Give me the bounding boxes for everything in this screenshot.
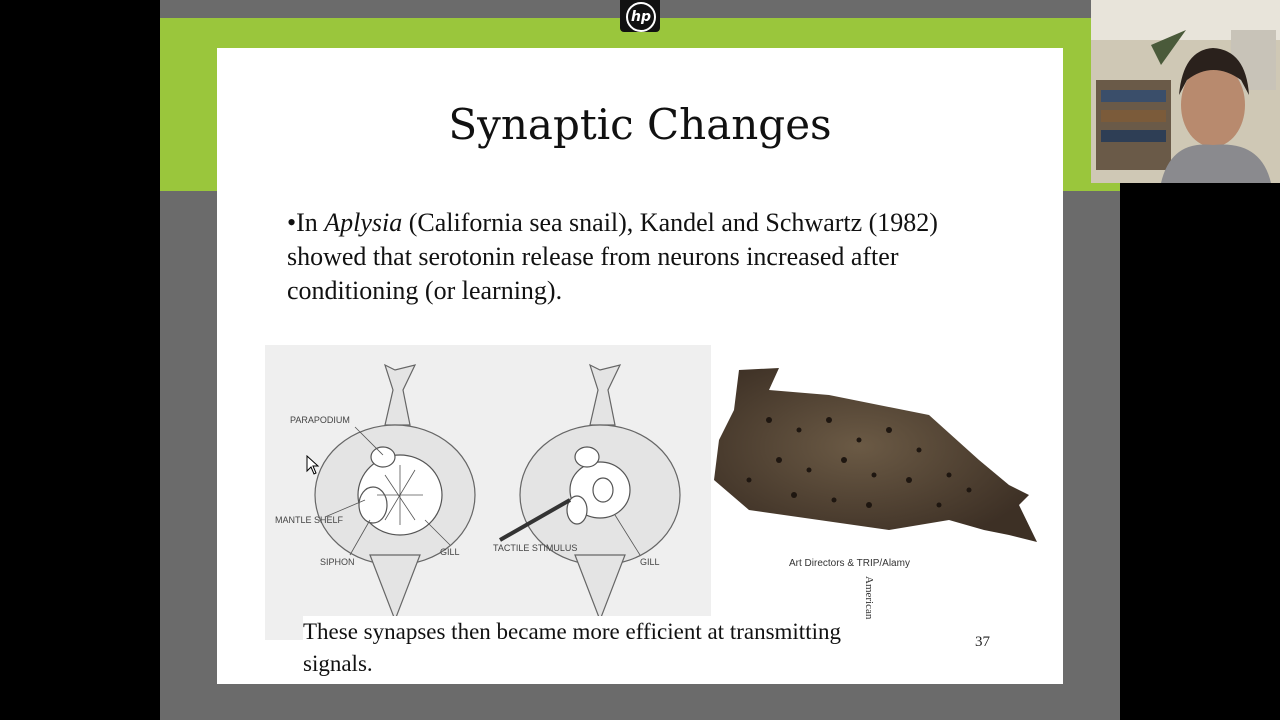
diagram-label-mantle-shelf: MANTLE SHELF [275, 515, 344, 525]
rotated-label: American [863, 576, 875, 620]
diagram-label-siphon: SIPHON [320, 557, 355, 567]
mouse-cursor-icon [306, 455, 320, 475]
hp-logo-text: hp [626, 2, 656, 32]
bullet-point [287, 206, 1007, 308]
bullet-text: (California sea snail), Kandel and Schwartz (1982) showed that serotonin release from neurons increased after conditioning (or learning). [287, 208, 938, 305]
aplysia-diagram [265, 345, 711, 640]
slide-title: Synaptic Changes [448, 100, 832, 149]
bullet-prefix: •In [287, 208, 325, 237]
diagram-label-gill-left: GILL [440, 547, 460, 557]
diagram-label-gill-right: GILL [640, 557, 660, 567]
slide [217, 48, 1063, 684]
sea-snail-photo [709, 360, 1045, 560]
photo-credit: Art Directors & TRIP/Alamy [789, 558, 910, 569]
page-number: 37 [975, 634, 990, 650]
diagram-label-tactile-stimulus: TACTILE STIMULUS [493, 543, 578, 553]
bullet-italic: Aplysia [324, 208, 403, 237]
webcam-video [1091, 0, 1280, 183]
diagram-label-parapodium: PARAPODIUM [290, 415, 350, 425]
hp-logo-icon [620, 0, 660, 32]
slide-caption: These synapses then became more efficient at transmitting signals. [303, 616, 863, 680]
